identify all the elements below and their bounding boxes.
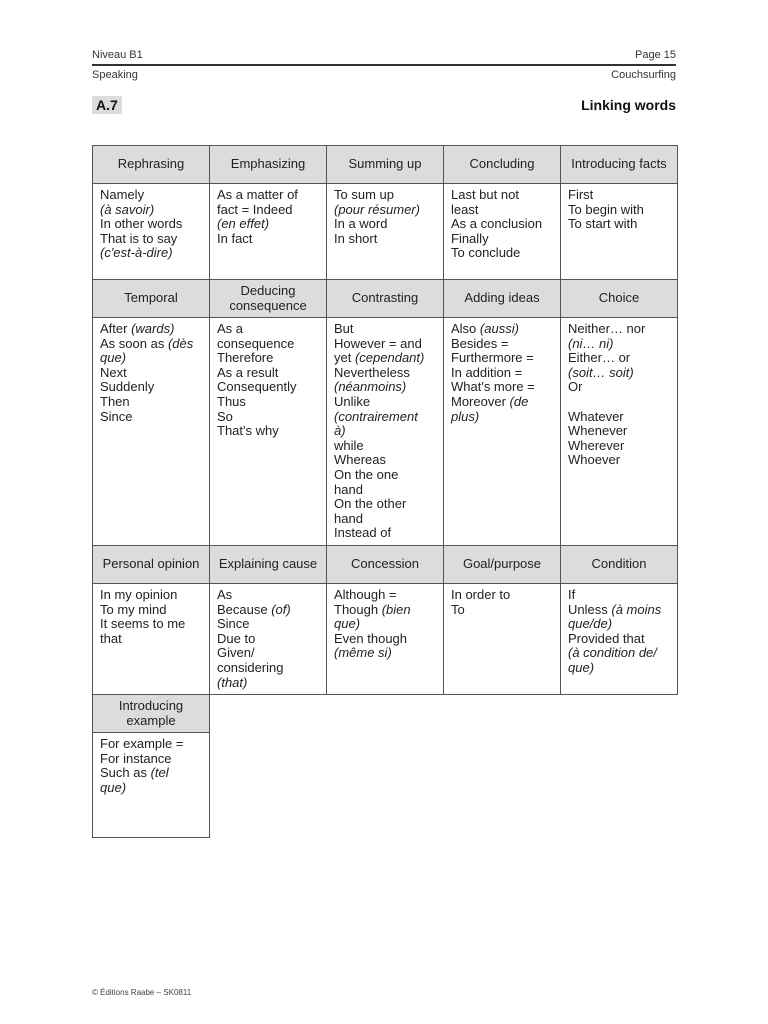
linking-words-cell [210,184,327,280]
linking-word: Since [217,616,250,632]
category-header [327,280,444,318]
empty-cell [561,695,678,733]
linking-word: hand [334,481,363,497]
linking-word: For instance [100,750,172,766]
linking-word: que) [568,659,595,675]
linking-word: que) [100,350,127,366]
category-label: Rephrasing [117,156,185,172]
linking-word: Though (bien [334,601,411,617]
linking-words-cell [444,584,561,695]
linking-words-cell [210,584,327,695]
category-header [93,695,210,733]
category-header [327,146,444,184]
linking-word: Then [100,393,130,409]
linking-word: (à condition de/ [568,645,657,661]
category-header [210,546,327,584]
linking-word: Either… or [568,350,631,366]
linking-word: As a [217,321,244,336]
linking-word: plus) [451,408,480,424]
linking-word: (that) [217,674,248,690]
linking-words-cell [444,318,561,546]
category-label: Concession [351,556,419,572]
linking-words-cell [561,584,678,695]
linking-word: Nevertheless [334,364,410,380]
linking-word: yet (cependant) [334,350,425,366]
linking-word: hand [334,510,363,526]
linking-words-table [92,145,678,838]
linking-words-cell [93,733,210,838]
linking-word: (ni… ni) [568,335,614,351]
linking-words-cell [444,184,561,280]
category-label: Adding ideas [464,290,540,306]
linking-word: As a result [217,364,279,380]
linking-word: least [451,201,479,217]
linking-word: In short [334,230,378,246]
category-label: Explaining cause [218,556,318,572]
empty-cell [327,695,444,733]
linking-word: (à savoir) [100,201,155,217]
linking-word: que) [334,616,361,632]
category-header [93,546,210,584]
table-body [93,146,678,838]
category-label: Personal opinion [102,556,200,572]
linking-word: Such as (tel [100,765,169,781]
page-number: Page 15 [635,49,676,61]
linking-word: Although = [334,587,397,602]
linking-word: Instead of [334,525,392,541]
category-header [444,146,561,184]
content-row [93,584,678,695]
linking-word: But [334,321,354,336]
linking-word: Due to [217,630,256,646]
empty-cell [444,733,561,838]
linking-word: Or [568,379,583,395]
linking-words-cell [93,584,210,695]
category-header [561,546,678,584]
linking-word: What's more = [451,379,535,395]
page-header-sub [92,69,676,81]
exercise-code: A.7 [92,96,122,114]
page-header-top [92,49,676,61]
category-header [561,280,678,318]
linking-word: In fact [217,230,253,246]
linking-word: On the one [334,466,399,482]
linking-word: Whereas [334,452,387,468]
linking-words-cell [561,184,678,280]
linking-word: In my opinion [100,587,178,602]
linking-word: In other words [100,216,183,232]
category-header [210,280,327,318]
linking-word: To start with [568,216,638,232]
header-row [93,695,678,733]
linking-word: Neither… nor [568,321,646,336]
category-label: Deducing consequence [229,282,307,313]
empty-cell [327,733,444,838]
linking-word: Last but not [451,187,519,202]
category-header [444,546,561,584]
copyright-footer: © Éditions Raabe – SK0811 [92,988,192,997]
linking-word: Finally [451,230,489,246]
linking-word: Even though [334,630,408,646]
linking-word: To my mind [100,601,167,617]
linking-word: Consequently [217,379,297,395]
exercise-title: Linking words [581,97,676,113]
linking-word: (contrairement [334,408,418,424]
linking-word: Whenever [568,423,628,439]
category-label: Condition [591,556,647,572]
linking-word: It seems to me [100,616,186,632]
empty-cell [444,695,561,733]
linking-word: Provided that [568,630,645,646]
linking-word: As soon as (dès [100,335,194,351]
linking-words-cell [327,584,444,695]
category-header [327,546,444,584]
linking-word: (pour résumer) [334,201,420,217]
linking-word: Because (of) [217,601,291,617]
linking-word: To begin with [568,201,644,217]
linking-word: Unless (à moins [568,601,662,617]
linking-word: that [100,630,122,646]
linking-word: Wherever [568,437,625,453]
category-label: Choice [598,290,640,306]
empty-cell [210,733,327,838]
category-label: Emphasizing [230,156,306,172]
category-header [210,146,327,184]
linking-word: As [217,587,233,602]
section-label: Speaking [92,69,138,81]
category-header [93,280,210,318]
linking-word [568,395,673,410]
category-header [444,280,561,318]
linking-word: Whatever [568,408,624,424]
header-rule [92,64,676,66]
category-label: Concluding [469,156,535,172]
linking-words-cell [93,318,210,546]
linking-word: First [568,187,594,202]
header-row [93,546,678,584]
content-row [93,318,678,546]
linking-word: consequence [217,335,295,351]
linking-word: That's why [217,423,279,439]
linking-word: On the other [334,496,407,512]
linking-word: If [568,587,576,602]
linking-word: while [334,437,364,453]
linking-word: In a word [334,216,388,232]
linking-word: Therefore [217,350,274,366]
empty-cell [561,733,678,838]
linking-word: (c'est-à-dire) [100,245,173,261]
category-label: Goal/purpose [462,556,542,572]
linking-word: Thus [217,393,246,409]
linking-word: fact = Indeed [217,201,293,217]
linking-word: As a conclusion [451,216,543,232]
linking-word: That is to say [100,230,178,246]
empty-cell [210,695,327,733]
category-header [93,146,210,184]
linking-word: Furthermore = [451,350,534,366]
content-row [93,184,678,280]
linking-word: Moreover (de [451,393,529,409]
category-label: Temporal [124,290,178,306]
category-label: Contrasting [351,290,419,306]
content-row [93,733,678,838]
linking-word: To sum up [334,187,394,202]
linking-word: Whoever [568,452,621,468]
linking-words-cell [327,184,444,280]
topic-label: Couchsurfing [611,69,676,81]
linking-words-cell [93,184,210,280]
linking-word: Unlike [334,393,371,409]
linking-words-cell [327,318,444,546]
linking-word: So [217,408,233,424]
header-row [93,146,678,184]
linking-word: (même si) [334,645,392,661]
linking-word: Namely [100,187,145,202]
linking-word: As a matter of [217,187,298,202]
level-label: Niveau B1 [92,49,143,61]
linking-word: Since [100,408,133,424]
category-label: Introducing facts [571,156,667,172]
linking-word: In order to [451,587,511,602]
linking-words-cell [561,318,678,546]
category-label: Introducing example [118,698,184,728]
linking-word: To [451,601,465,617]
linking-words-cell [210,318,327,546]
linking-word: (néanmoins) [334,379,407,395]
linking-word: Next [100,364,127,380]
linking-word: Also (aussi) [451,321,519,336]
category-header [561,146,678,184]
linking-word: (soit… soit) [568,364,634,380]
linking-word: In addition = [451,364,523,380]
linking-word: To conclude [451,245,521,261]
linking-word: que) [100,779,127,795]
category-label: Summing up [348,156,422,172]
linking-word: Besides = [451,335,509,351]
linking-word: à) [334,423,346,439]
linking-word: After (wards) [100,321,175,336]
linking-word: However = and [334,335,422,351]
linking-word: que/de) [568,616,613,632]
linking-word: For example = [100,736,184,752]
linking-word: (en effet) [217,216,270,232]
linking-word: Suddenly [100,379,155,395]
header-row [93,280,678,318]
linking-word: Given/ [217,645,255,661]
linking-word: considering [217,659,284,675]
